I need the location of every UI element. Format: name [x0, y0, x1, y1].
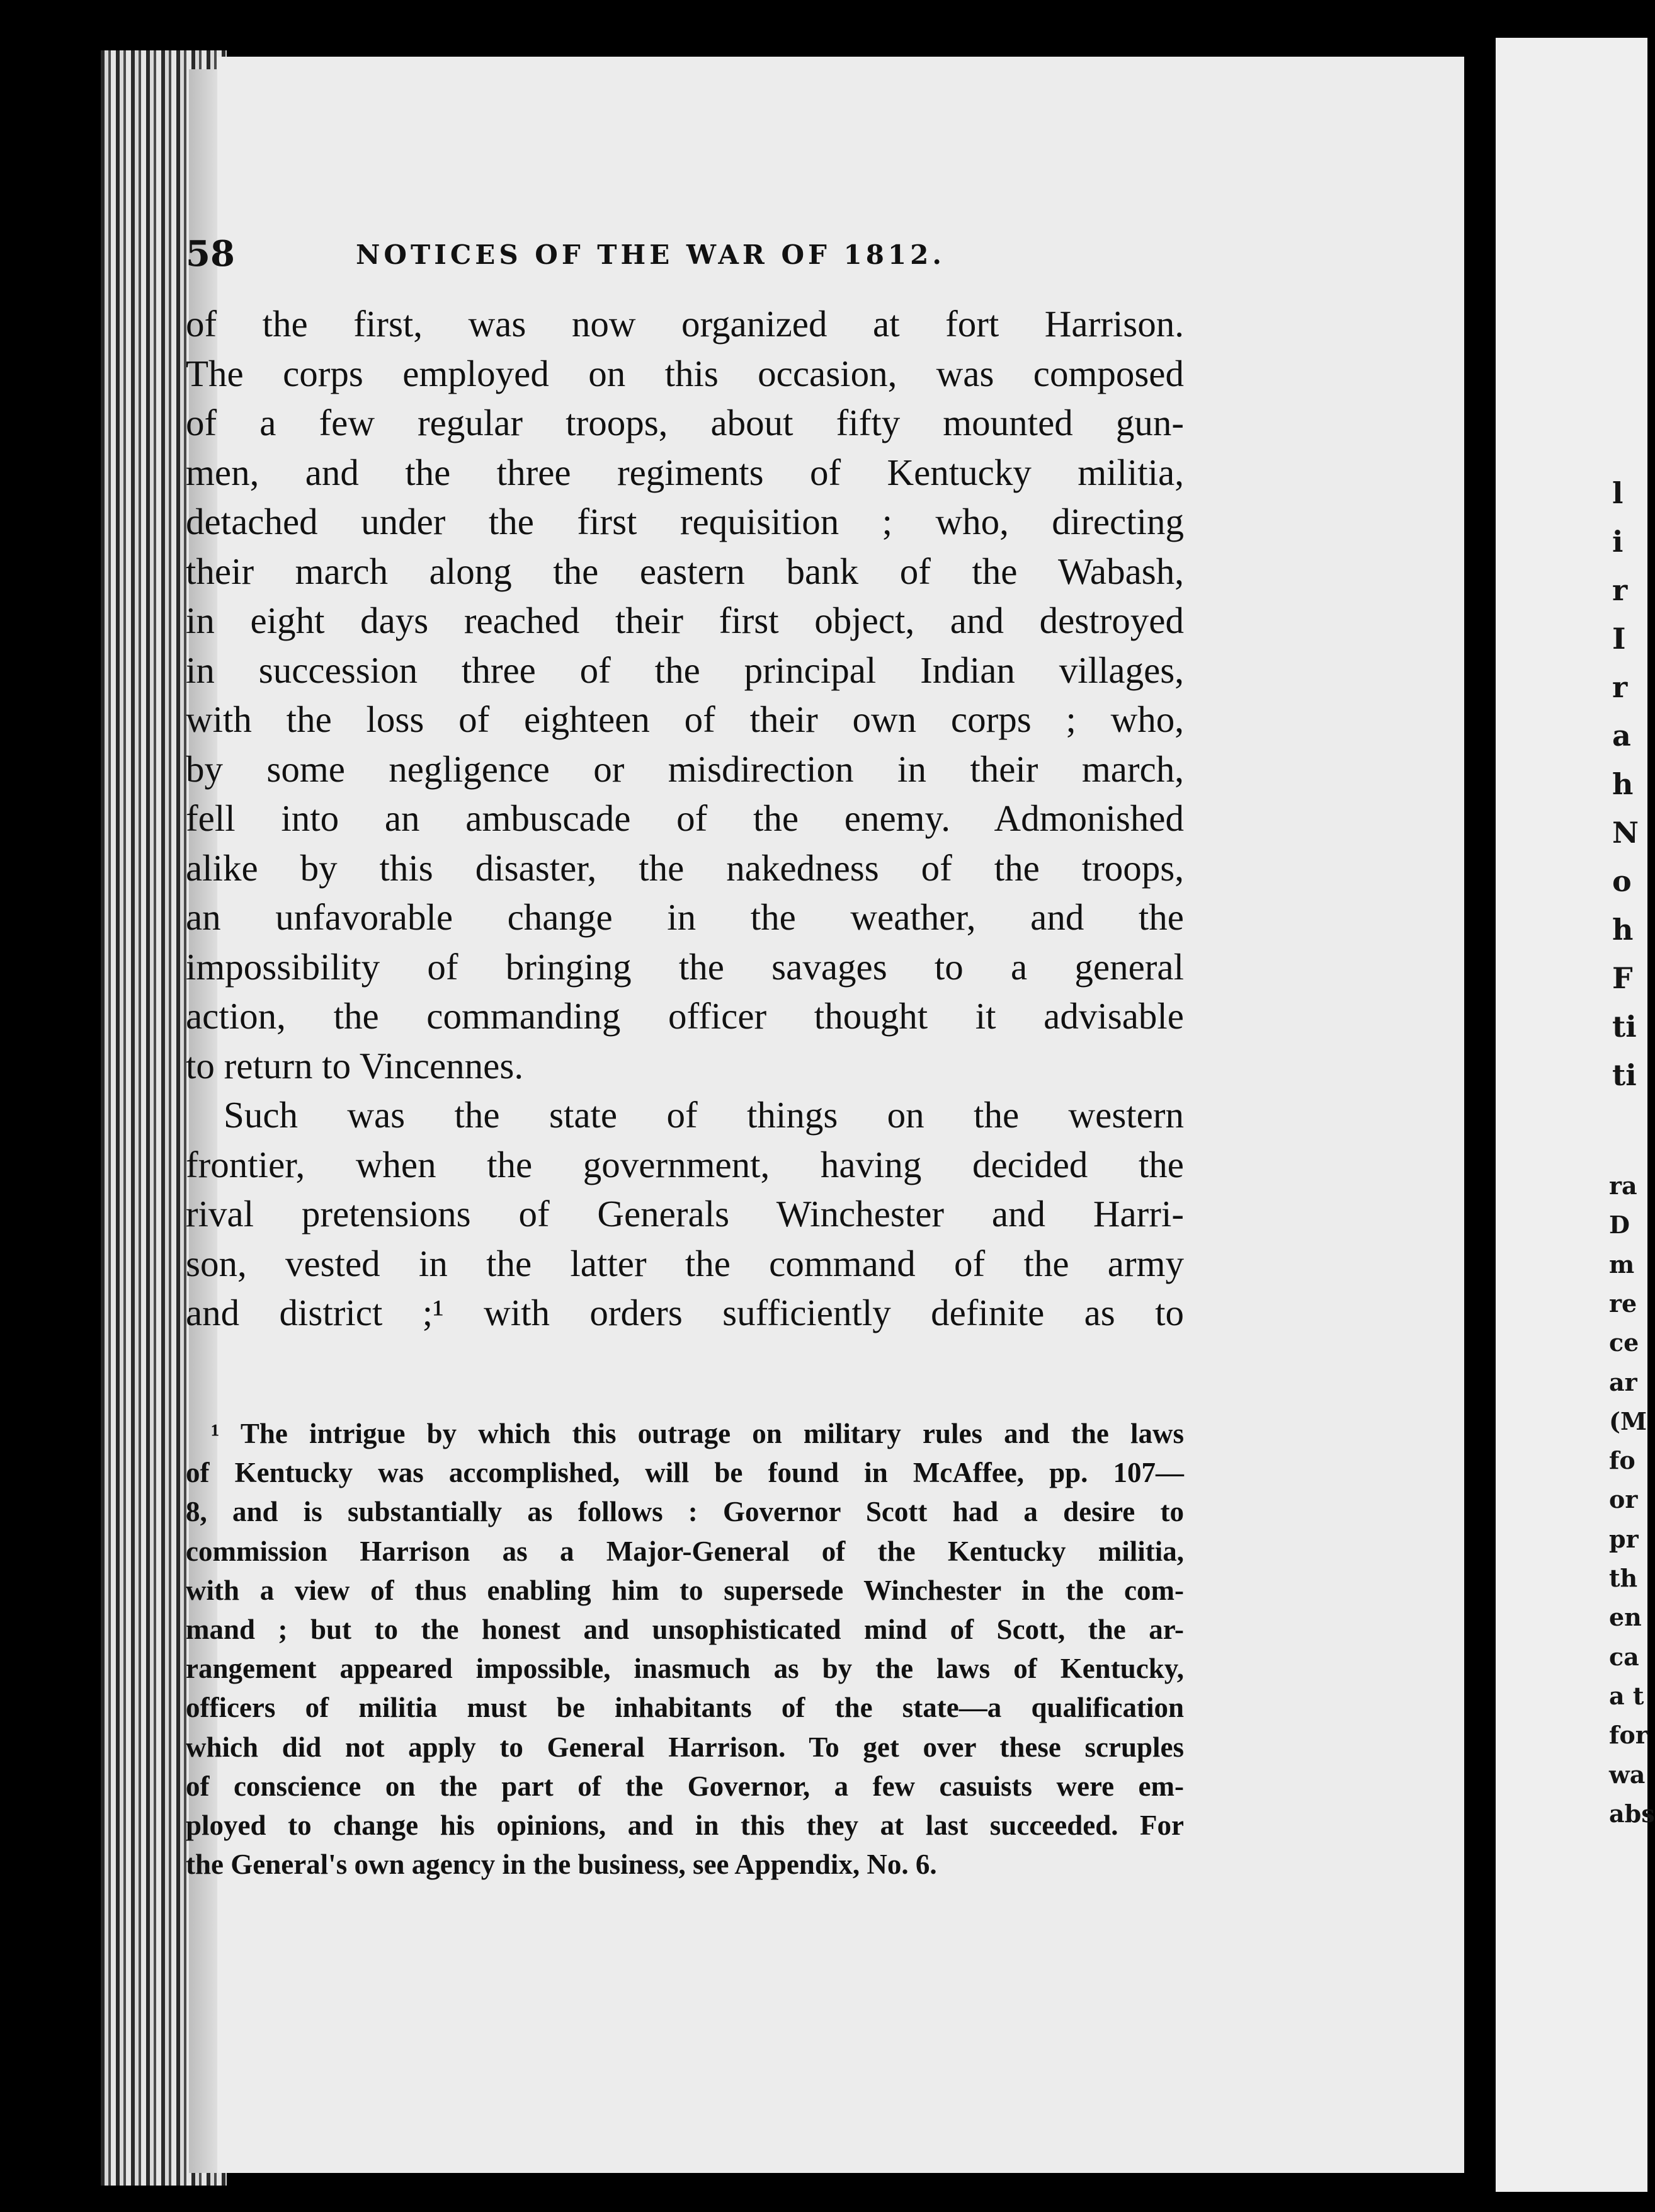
body-line: alike by this disaster, the nakedness of the troops,	[186, 847, 1184, 889]
facing-page-fragment: N	[1612, 816, 1639, 850]
facing-page-fragment: re	[1609, 1289, 1637, 1318]
body-line: to return to Vincennes.	[186, 1044, 524, 1086]
facing-page-fragment: ar	[1609, 1367, 1637, 1396]
facing-page-fragment: D	[1609, 1211, 1630, 1240]
facing-page-fragment: for	[1609, 1721, 1648, 1750]
body-line: action, the commanding officer thought it advisable	[186, 995, 1184, 1037]
body-line: in eight days reached their first object, and destroyed	[186, 600, 1184, 641]
body-line: an unfavorable change in the weather, and the	[186, 896, 1184, 938]
facing-page-fragment: r	[1612, 670, 1628, 704]
facing-page-fragment: o	[1612, 864, 1632, 898]
facing-page-fragment: th	[1609, 1564, 1638, 1592]
footnote-line: of conscience on the part of the Governor, a few casuists were em-	[186, 1770, 1184, 1802]
body-line: son, vested in the latter the command of the army	[186, 1242, 1184, 1284]
page-header	[186, 233, 1187, 277]
facing-page-fragment: i	[1612, 525, 1624, 559]
facing-page-fragment: F	[1612, 961, 1633, 995]
page-number: 58	[186, 233, 235, 275]
body-line: men, and the three regiments of Kentucky militia,	[186, 451, 1184, 493]
facing-page-fragment: m	[1609, 1250, 1635, 1279]
facing-page-fragment: fo	[1609, 1446, 1635, 1475]
body-line: frontier, when the government, having decided the	[186, 1143, 1184, 1185]
facing-page-fragment: ce	[1609, 1328, 1639, 1357]
footnote-line: which did not apply to General Harrison. To get over these scruples	[186, 1731, 1184, 1763]
body-line: The corps employed on this occasion, was composed	[186, 352, 1184, 394]
facing-page-fragment: wa	[1609, 1760, 1646, 1789]
facing-page-fragment: l	[1612, 476, 1624, 510]
book-gutter	[1464, 25, 1496, 2186]
footnote-line: rangement appeared impossible, inasmuch as by the laws of Kentucky,	[186, 1653, 1184, 1685]
footnote-line: officers of militia must be inhabitants of the state—a qualification	[186, 1692, 1184, 1724]
facing-page-fragment: pr	[1609, 1524, 1639, 1553]
body-line: fell into an ambuscade of the enemy. Admonished	[186, 797, 1184, 839]
facing-page-fragment: I	[1612, 622, 1626, 656]
facing-page-fragment: a	[1612, 719, 1631, 753]
footnote-line: the General's own agency in the business, see Appendix, No. 6.	[186, 1849, 937, 1881]
facing-page-fragment: ti	[1612, 1058, 1637, 1092]
footnote-line: of Kentucky was accomplished, will be found in McAffee, pp. 107—	[186, 1457, 1184, 1489]
body-line: and district ;¹ with orders sufficiently definite as to	[186, 1292, 1184, 1333]
body-text	[186, 299, 1184, 1338]
footnote-line: with a view of thus enabling him to supersede Winchester in the com-	[186, 1574, 1184, 1606]
body-line: detached under the first requisition ; who, directing	[186, 501, 1184, 542]
body-line: their march along the eastern bank of the Wabash,	[186, 550, 1184, 592]
footnote-line: ployed to change his opinions, and in this they at last succeeded. For	[186, 1809, 1184, 1841]
facing-page-fragment: h	[1612, 767, 1634, 801]
facing-page-fragment: (M	[1609, 1406, 1647, 1435]
body-line: of a few regular troops, about fifty mounted gun-	[186, 402, 1184, 443]
facing-page-fragment: or	[1609, 1485, 1638, 1514]
body-line: of the first, was now organized at fort Harrison.	[186, 303, 1184, 345]
facing-page-fragment: en	[1609, 1603, 1642, 1632]
body-line: Such was the state of things on the western	[224, 1094, 1184, 1136]
footnote-line: mand ; but to the honest and unsophisticated mind of Scott, the ar-	[186, 1613, 1184, 1645]
footnote-line: ¹ The intrigue by which this outrage on military rules and the laws	[211, 1418, 1184, 1449]
body-line: by some negligence or misdirection in their march,	[186, 748, 1184, 790]
facing-page-fragment: ca	[1609, 1642, 1639, 1671]
footnote	[186, 1414, 1184, 1884]
facing-page-fragment: ra	[1609, 1172, 1637, 1200]
body-line: rival pretensions of Generals Winchester and Harri-	[186, 1193, 1184, 1234]
body-line: in succession three of the principal Indian villages,	[186, 649, 1184, 691]
body-line: impossibility of bringing the savages to a general	[186, 945, 1184, 988]
running-head: NOTICES OF THE WAR OF 1812.	[356, 239, 946, 270]
body-line: with the loss of eighteen of their own corps ; who,	[186, 698, 1184, 740]
footnote-line: commission Harrison as a Major-General of the Kentucky militia,	[186, 1535, 1184, 1567]
facing-page-fragment: ti	[1612, 1010, 1637, 1044]
facing-page-fragment: h	[1612, 913, 1634, 947]
footnote-line: 8, and is substantially as follows : Governor Scott had a desire to	[186, 1496, 1184, 1528]
facing-page-fragment: abs	[1609, 1799, 1655, 1828]
facing-page	[1496, 38, 1655, 2192]
facing-page-fragment: r	[1612, 573, 1628, 607]
facing-page-fragment: a t	[1609, 1681, 1644, 1710]
